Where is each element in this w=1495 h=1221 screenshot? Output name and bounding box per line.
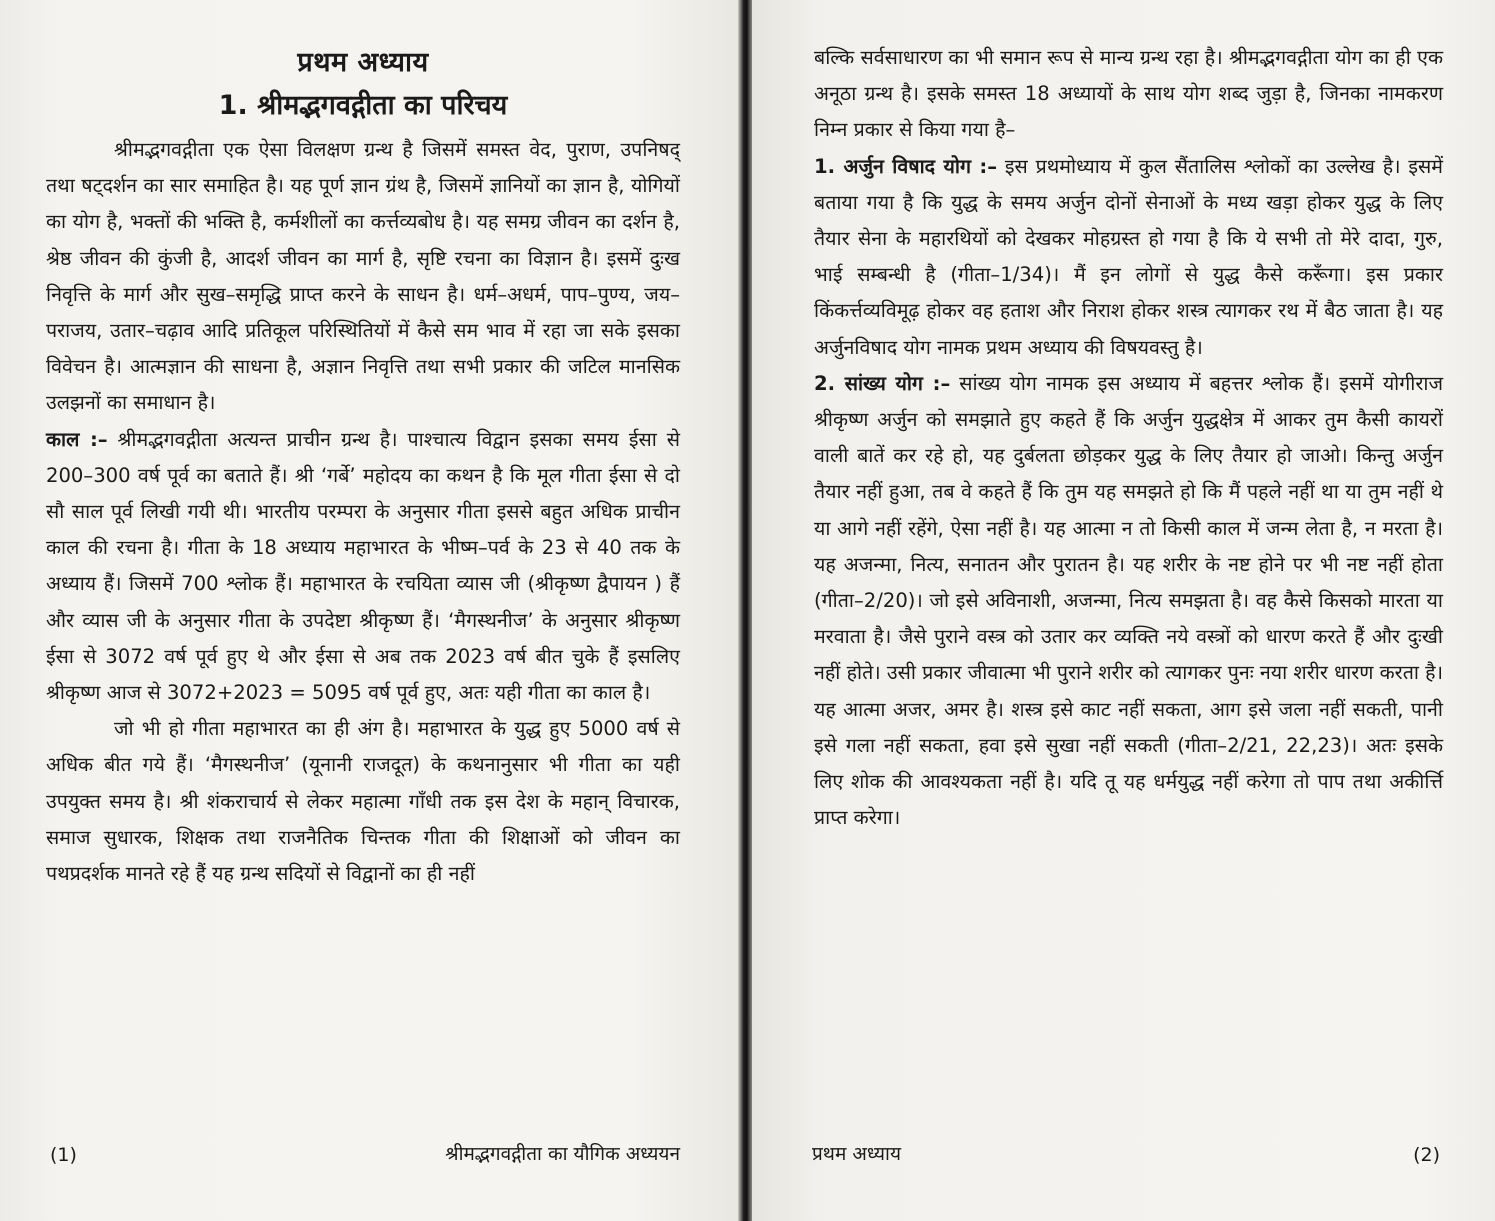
left-paragraph-mahabharat: जो भी हो गीता महाभारत का ही अंग है। महाभारत के युद्ध हुए 5000 वर्ष से अधिक बीत गये हैं। ‘मैगस्थनीज’ (यूनानी राजदूत) के कथनानुसार भी गीता का यही उपयुक्त समय है। श्री शंकराचार्य से लेकर महात्मा गाँधी तक इस देश के महान् विचारक, समाज सुधारक, शिक्षक तथा राजनैतिक चिन्तक गीता की शिक्षाओं को जीवन का पथप्रदर्शक मानते रहे हैं यह ग्रन्थ सदियों से विद्वानों का ही नहीं (46, 717, 680, 886)
left-page (0, 0, 742, 1221)
chapter-title: 1. श्रीमद्भगवद्गीता का परिचय (218, 90, 508, 121)
right-paragraph-intro: बल्कि सर्वसाधारण का भी समान रूप से मान्य ग्रन्थ रहा है। श्रीमद्भगवद्गीता योग का ही एक अनूठा ग्रन्थ है। इसके समस्त 18 अध्यायों के साथ योग शब्द जुड़ा है, जिनका नामकरण निम्न प्रकार से किया गया है– (814, 46, 1443, 142)
arjun-vishad-label: 1. अर्जुन विषाद योग :– (814, 154, 998, 178)
sankhya-label: 2. सांख्य योग :– (814, 371, 951, 395)
left-paragraph-kaal (46, 422, 680, 712)
page-number-right: (2) (1413, 1144, 1440, 1166)
arjun-vishad-text: इस प्रथमोध्याय में कुल सैंतालिस श्लोकों का उल्लेख है। इसमें बताया गया है कि युद्ध के समय अर्जुन दोनों सेनाओं के मध्य खड़ा होकर युद्ध के लिए तैयार सेना के महारथियों को देखकर मोहग्रस्त हो गया है कि ये सभी तो मेरे दादा, गुरु, भाई सम्बन्धी है (गीता–1/34)। मैं इन लोगों से युद्ध कैसे करूँगा। इस प्रकार किंकर्त्तव्यविमूढ़ होकर वह हताश और निराश होकर शस्त्र त्यागकर रथ में बैठ जाता है। यह अर्जुनविषाद योग नामक प्रथम अध्याय की विषयवस्तु है। (814, 154, 1444, 359)
kaal-label: काल :– (46, 427, 108, 451)
chapter-label: प्रथम अध्याय (297, 47, 429, 78)
right-paragraph-arjun-vishad (814, 149, 1443, 366)
kaal-text: श्रीमद्भगवद्गीता अत्यन्त प्राचीन ग्रन्थ है। पाश्चात्य विद्वान इसका समय ईसा से 200–300 वर्ष पूर्व का बताते हैं। श्री ‘गर्बे’ महोदय का कथन है कि मूल गीता ईसा से दो सौ साल पूर्व लिखी गयी थी। भारतीय परम्परा के अनुसार गीता इससे बहुत अधिक प्राचीन काल की रचना है। गीता के 18 अध्याय महाभारत के भीष्म–पर्व के 23 से 40 तक के अध्याय हैं। जिसमें 700 श्लोक हैं। महाभारत के रचयिता व्यास जी (श्रीकृष्ण द्वैपायन ) हैं और व्यास जी के अनुसार गीता के उपदेष्टा श्रीकृष्ण हैं। ‘मैगस्थनीज’ के अनुसार श्रीकृष्ण ईसा से 3072 वर्ष पूर्व हुए थे और ईसा से अब तक 2023 वर्ष बीत चुके हैं इसलिए श्रीकृष्ण आज से 3072+2023 = 5095 वर्ष पूर्व हुए, अतः यही गीता का काल है। (46, 427, 680, 705)
page-number-left: (1) (50, 1144, 77, 1166)
right-paragraph-sankhya (814, 366, 1443, 837)
right-page (752, 0, 1495, 1221)
left-paragraph-intro: श्रीमद्भगवद्गीता एक ऐसा विलक्षण ग्रन्थ है जिसमें समस्त वेद, पुराण, उपनिषद् तथा षट्दर्शन का सार समाहित है। यह पूर्ण ज्ञान ग्रंथ है, जिसमें ज्ञानियों का ज्ञान है, योगियों का योग है, भक्तों की भक्ति है, कर्मशीलों का कर्त्तव्यबोध है। यह समग्र जीवन का दर्शन है, श्रेष्ठ जीवन की कुंजी है, आदर्श जीवन का मार्ग है, सृष्टि रचना का विज्ञान है। इसमें दुःख निवृत्ति के मार्ग और सुख–समृद्धि प्राप्त करने के साधन है। धर्म–अधर्म, पाप–पुण्य, जय–पराजय, उतार–चढ़ाव आदि प्रतिकूल परिस्थितियों में कैसे सम भाव में रहा जा सके इसका विवेचन है। आत्मज्ञान की साधना है, अज्ञान निवृत्ति तथा सभी प्रकार की जटिल मानसिक उलझनों का समाधान है। (46, 138, 680, 415)
running-footer-book-title: श्रीमद्भगवद्गीता का यौगिक अध्ययन (445, 1143, 680, 1165)
running-footer-chapter: प्रथम अध्याय (812, 1143, 901, 1165)
sankhya-text: सांख्य योग नामक इस अध्याय में बहत्तर श्लोक हैं। इसमें योगीराज श्रीकृष्ण अर्जुन को समझाते हुए कहते हैं कि अर्जुन युद्धक्षेत्र में आकर तुम कैसी कायरों वाली बातें कर रहे हो, यह दुर्बलता छोड़कर युद्ध के लिए तैयार हो जाओ। किन्तु अर्जुन तैयार नहीं हुआ, तब वे कहते हैं कि तुम यह समझते हो कि मैं पहले नहीं था या तुम नहीं थे या आगे नहीं रहेंगे, ऐसा नहीं है। यह आत्मा न तो किसी काल में जन्म लेता है, न मरता है। यह अजन्मा, नित्य, सनातन और पुरातन है। यह शरीर के नष्ट होने पर भी नष्ट नहीं होता (गीता–2/20)। जो इसे अविनाशी, अजन्मा, नित्य समझता है। वह कैसे किसको मारता या मरवाता है। जैसे पुराने वस्त्र को उतार कर व्यक्ति नये वस्त्रों को धारण करते हैं और दुःखी नहीं होते। उसी प्रकार जीवात्मा भी पुराने शरीर को त्यागकर पुनः नया शरीर धारण करता है। यह आत्मा अजर, अमर है। शस्त्र इसे काट नहीं सकता, आग इसे जला नहीं सकती, पानी इसे गला नहीं सकता, हवा इसे सुखा नहीं सकती (गीता–2/21, 22,23)। अतः इसके लिए शोक की आवश्यकता नहीं है। यदि तू यह धर्मयुद्ध नहीं करेगा तो पाप तथा अकीर्त्ति प्राप्त करेगा। (814, 371, 1443, 830)
